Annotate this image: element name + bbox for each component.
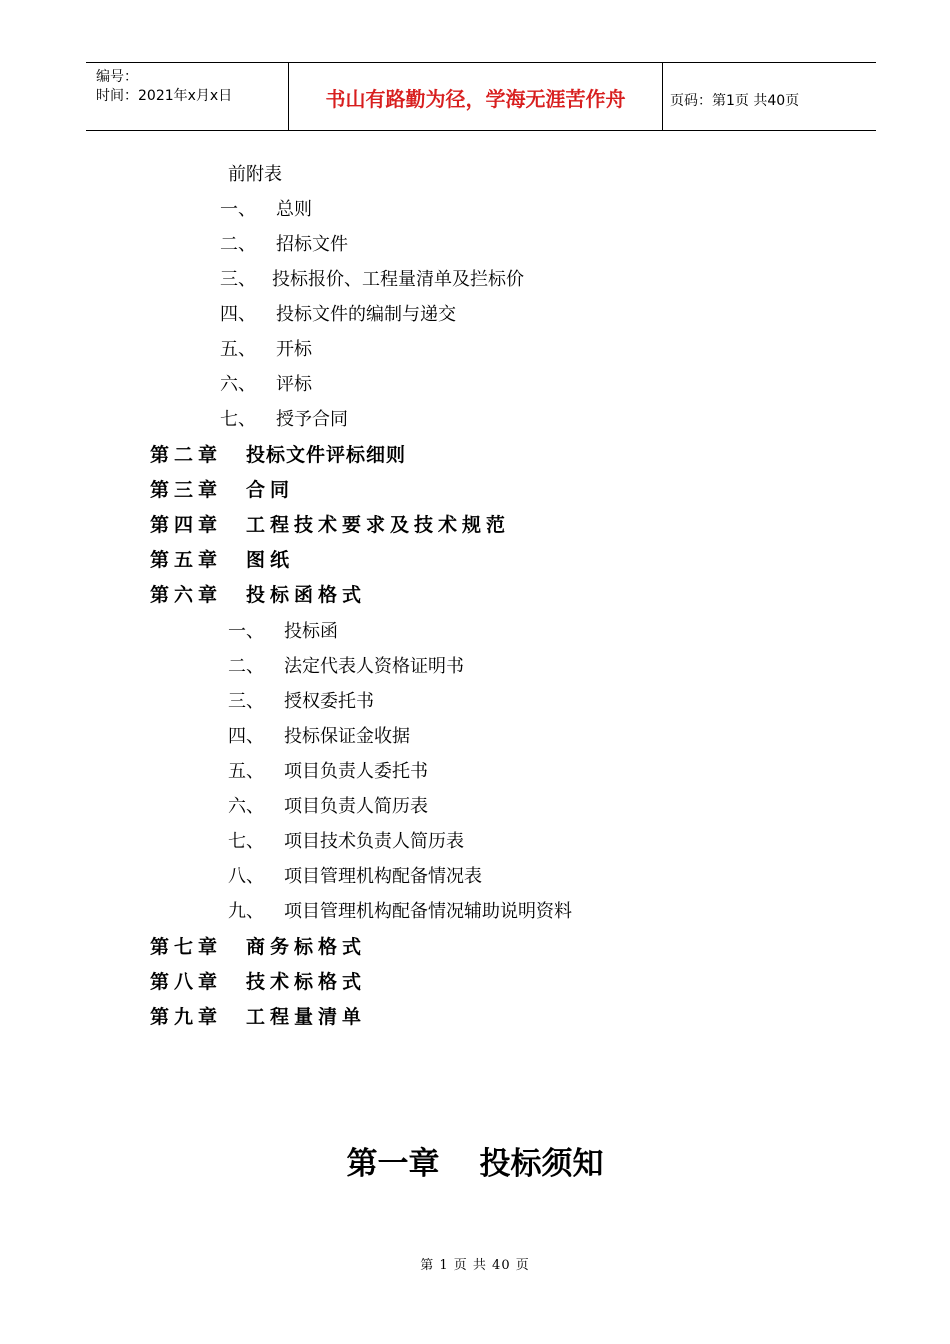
toc-item [228, 722, 410, 748]
toc-chapter [150, 545, 294, 572]
toc-chapter-title: 投标文件评标细则 [246, 444, 407, 466]
toc-item-num: 七、 [220, 409, 256, 430]
toc-chapter [150, 510, 510, 537]
chapter-one-title [0, 1138, 950, 1183]
toc-item-text: 项目技术负责人简历表 [284, 831, 464, 852]
toc-item-num: 三、 [228, 691, 264, 712]
toc-item [228, 827, 464, 853]
toc-chapter [150, 932, 366, 959]
toc-item-num: 五、 [220, 339, 256, 360]
header-motto-cell [288, 63, 663, 130]
toc-item-num: 五、 [228, 761, 264, 782]
toc-item [220, 300, 456, 326]
toc-item-text: 项目管理机构配备情况辅助说明资料 [284, 901, 572, 922]
toc-chapter-title: 技术标格式 [246, 971, 367, 993]
toc-item [228, 897, 572, 923]
toc-item-text: 投标报价、工程量清单及拦标价 [272, 269, 524, 290]
toc-item-num: 七、 [228, 831, 264, 852]
toc-item-text: 投标文件的编制与递交 [276, 304, 456, 325]
toc-item-num: 四、 [220, 304, 256, 325]
toc-chapter-title: 投标函格式 [246, 584, 367, 606]
toc-item [228, 687, 374, 713]
toc-item-text: 开标 [276, 339, 312, 360]
toc-item-num: 四、 [228, 726, 264, 747]
toc-chapter-num: 第八章 [150, 971, 223, 993]
toc-item [220, 405, 348, 431]
toc-item-text: 授予合同 [276, 409, 348, 430]
header-page-cell [662, 63, 876, 130]
toc-item [220, 230, 348, 256]
chapter-one-num: 第一章 [346, 1146, 440, 1182]
toc-chapter-num: 第二章 [150, 444, 223, 466]
toc-item [220, 370, 312, 396]
toc-chapter-num: 第七章 [150, 936, 223, 958]
toc-item-num: 六、 [228, 796, 264, 817]
toc-item-num: 八、 [228, 866, 264, 887]
toc-item [220, 195, 312, 221]
toc-chapter-num: 第四章 [150, 514, 223, 536]
toc-chapter [150, 580, 366, 607]
toc-chapter-title: 图纸 [246, 549, 295, 571]
toc-chapter [150, 967, 366, 994]
toc-chapter-num: 第五章 [150, 549, 223, 571]
toc-item-text: 项目管理机构配备情况表 [284, 866, 482, 887]
toc-item-num: 二、 [228, 656, 264, 677]
toc-chapter-title: 商务标格式 [246, 936, 367, 958]
number-label: 编号： [96, 69, 138, 85]
toc-item-num: 二、 [220, 234, 256, 255]
toc-chapter-num: 第九章 [150, 1006, 223, 1028]
toc-item [228, 862, 482, 888]
toc-chapter-title: 工程技术要求及技术规范 [246, 514, 511, 536]
toc-item [228, 617, 338, 643]
toc-item [220, 335, 312, 361]
toc-item-text: 法定代表人资格证明书 [284, 656, 464, 677]
toc-item-num: 九、 [228, 901, 264, 922]
toc-chapter-title: 工程量清单 [246, 1006, 367, 1028]
toc-item [220, 265, 524, 291]
toc-item-text: 评标 [276, 374, 312, 395]
chapter-one-text: 投标须知 [479, 1146, 604, 1182]
toc-chapter [150, 440, 406, 467]
page-footer: 第 1 页 共 40 页 [420, 1258, 530, 1273]
time-label: 时间：2021年x月x日 [96, 88, 233, 104]
toc-item-text: 授权委托书 [284, 691, 374, 712]
header-page-info: 页码：第1页 共40页 [670, 93, 800, 109]
toc-item-text: 项目负责人简历表 [284, 796, 428, 817]
header-info-cell [86, 63, 288, 130]
toc-item [228, 792, 428, 818]
toc-front-table: 前附表 [228, 164, 282, 185]
toc-item-num: 六、 [220, 374, 256, 395]
toc-chapter-num: 第六章 [150, 584, 223, 606]
toc-item [228, 757, 428, 783]
toc-item [228, 652, 464, 678]
toc-item-text: 招标文件 [276, 234, 348, 255]
toc-chapter-num: 第三章 [150, 479, 223, 501]
toc-chapter [150, 475, 294, 502]
toc-chapter [150, 1002, 366, 1029]
toc-item-num: 一、 [220, 199, 256, 220]
page-header [86, 62, 876, 131]
toc-item-num: 一、 [228, 621, 264, 642]
motto: 书山有路勤为径，学海无涯苦作舟 [325, 87, 626, 111]
toc-item-num: 三、 [220, 269, 256, 290]
toc-item-text: 总则 [276, 199, 312, 220]
toc-item-text: 项目负责人委托书 [284, 761, 428, 782]
toc-chapter-title: 合同 [246, 479, 295, 501]
toc-item-text: 投标函 [284, 621, 338, 642]
toc-item-text: 投标保证金收据 [284, 726, 410, 747]
